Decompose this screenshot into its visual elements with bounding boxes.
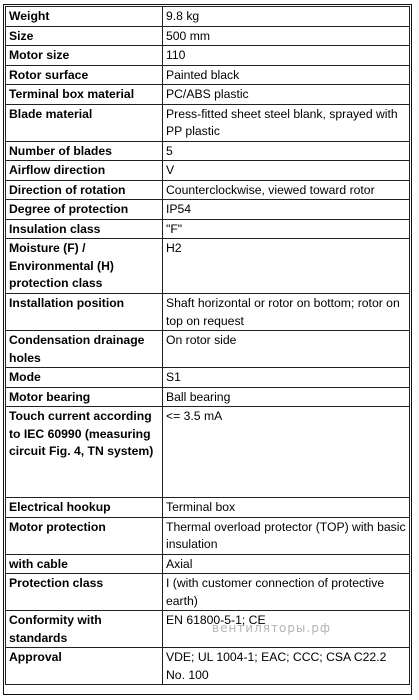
row-value: IP54 xyxy=(163,200,410,220)
table-row xyxy=(6,180,410,200)
row-value: 500 mm xyxy=(163,26,410,46)
table-row xyxy=(6,200,410,220)
table-row xyxy=(6,294,410,331)
table-row xyxy=(6,498,410,518)
row-value: Shaft horizontal or rotor on bottom; rotor on top on request xyxy=(163,294,410,331)
table-row xyxy=(6,7,410,27)
row-label: Installation position xyxy=(6,294,163,331)
row-label: Motor size xyxy=(6,46,163,66)
table-row xyxy=(6,26,410,46)
table-row xyxy=(6,387,410,407)
table-row xyxy=(6,46,410,66)
row-label: Blade material xyxy=(6,104,163,141)
row-value: Ball bearing xyxy=(163,387,410,407)
row-label: Moisture (F) / Environmental (H) protection class xyxy=(6,239,163,294)
row-value: Press-fitted sheet steel blank, sprayed with PP plastic xyxy=(163,104,410,141)
row-value: VDE; UL 1004-1; EAC; CCC; CSA C22.2 No. 100 xyxy=(163,648,410,685)
table-row xyxy=(6,85,410,105)
row-label: Weight xyxy=(6,7,163,27)
table-row xyxy=(6,161,410,181)
row-value: 5 xyxy=(163,141,410,161)
table-row xyxy=(6,574,410,611)
row-value: Painted black xyxy=(163,65,410,85)
row-label: Insulation class xyxy=(6,219,163,239)
row-label: Terminal box material xyxy=(6,85,163,105)
table-row xyxy=(6,407,410,498)
row-label: Direction of rotation xyxy=(6,180,163,200)
row-label: Conformity with standards xyxy=(6,611,163,648)
row-label: Number of blades xyxy=(6,141,163,161)
table-row xyxy=(6,648,410,685)
row-value: <= 3.5 mA xyxy=(163,407,410,498)
row-label: Rotor surface xyxy=(6,65,163,85)
watermark-text: вентиляторы.рф xyxy=(212,621,332,635)
row-label: Touch current according to IEC 60990 (measuring circuit Fig. 4, TN system) xyxy=(6,407,163,498)
row-value: On rotor side xyxy=(163,331,410,368)
row-label: Degree of protection xyxy=(6,200,163,220)
table-row xyxy=(6,611,410,648)
table-row xyxy=(6,65,410,85)
row-label: Protection class xyxy=(6,574,163,611)
row-value: EN 61800-5-1; CE xyxy=(163,611,410,648)
row-label: with cable xyxy=(6,554,163,574)
row-value: Thermal overload protector (TOP) with basic insulation xyxy=(163,517,410,554)
row-value: S1 xyxy=(163,368,410,388)
row-value: Axial xyxy=(163,554,410,574)
row-value: V xyxy=(163,161,410,181)
spec-sheet xyxy=(3,4,412,695)
row-value: H2 xyxy=(163,239,410,294)
spec-table xyxy=(5,6,410,685)
row-label: Electrical hookup xyxy=(6,498,163,518)
row-label: Motor bearing xyxy=(6,387,163,407)
row-value: 9.8 kg xyxy=(163,7,410,27)
row-label: Size xyxy=(6,26,163,46)
row-label: Mode xyxy=(6,368,163,388)
row-label: Motor protection xyxy=(6,517,163,554)
table-row xyxy=(6,104,410,141)
table-row xyxy=(6,517,410,554)
row-label: Approval xyxy=(6,648,163,685)
table-row xyxy=(6,239,410,294)
row-label: Condensation drainage holes xyxy=(6,331,163,368)
table-row xyxy=(6,554,410,574)
table-row xyxy=(6,368,410,388)
table-row xyxy=(6,141,410,161)
table-row xyxy=(6,331,410,368)
row-value: 110 xyxy=(163,46,410,66)
row-value: Terminal box xyxy=(163,498,410,518)
row-value: Counterclockwise, viewed toward rotor xyxy=(163,180,410,200)
table-row xyxy=(6,219,410,239)
row-value: I (with customer connection of protective earth) xyxy=(163,574,410,611)
row-value: "F" xyxy=(163,219,410,239)
row-label: Airflow direction xyxy=(6,161,163,181)
row-value: PC/ABS plastic xyxy=(163,85,410,105)
